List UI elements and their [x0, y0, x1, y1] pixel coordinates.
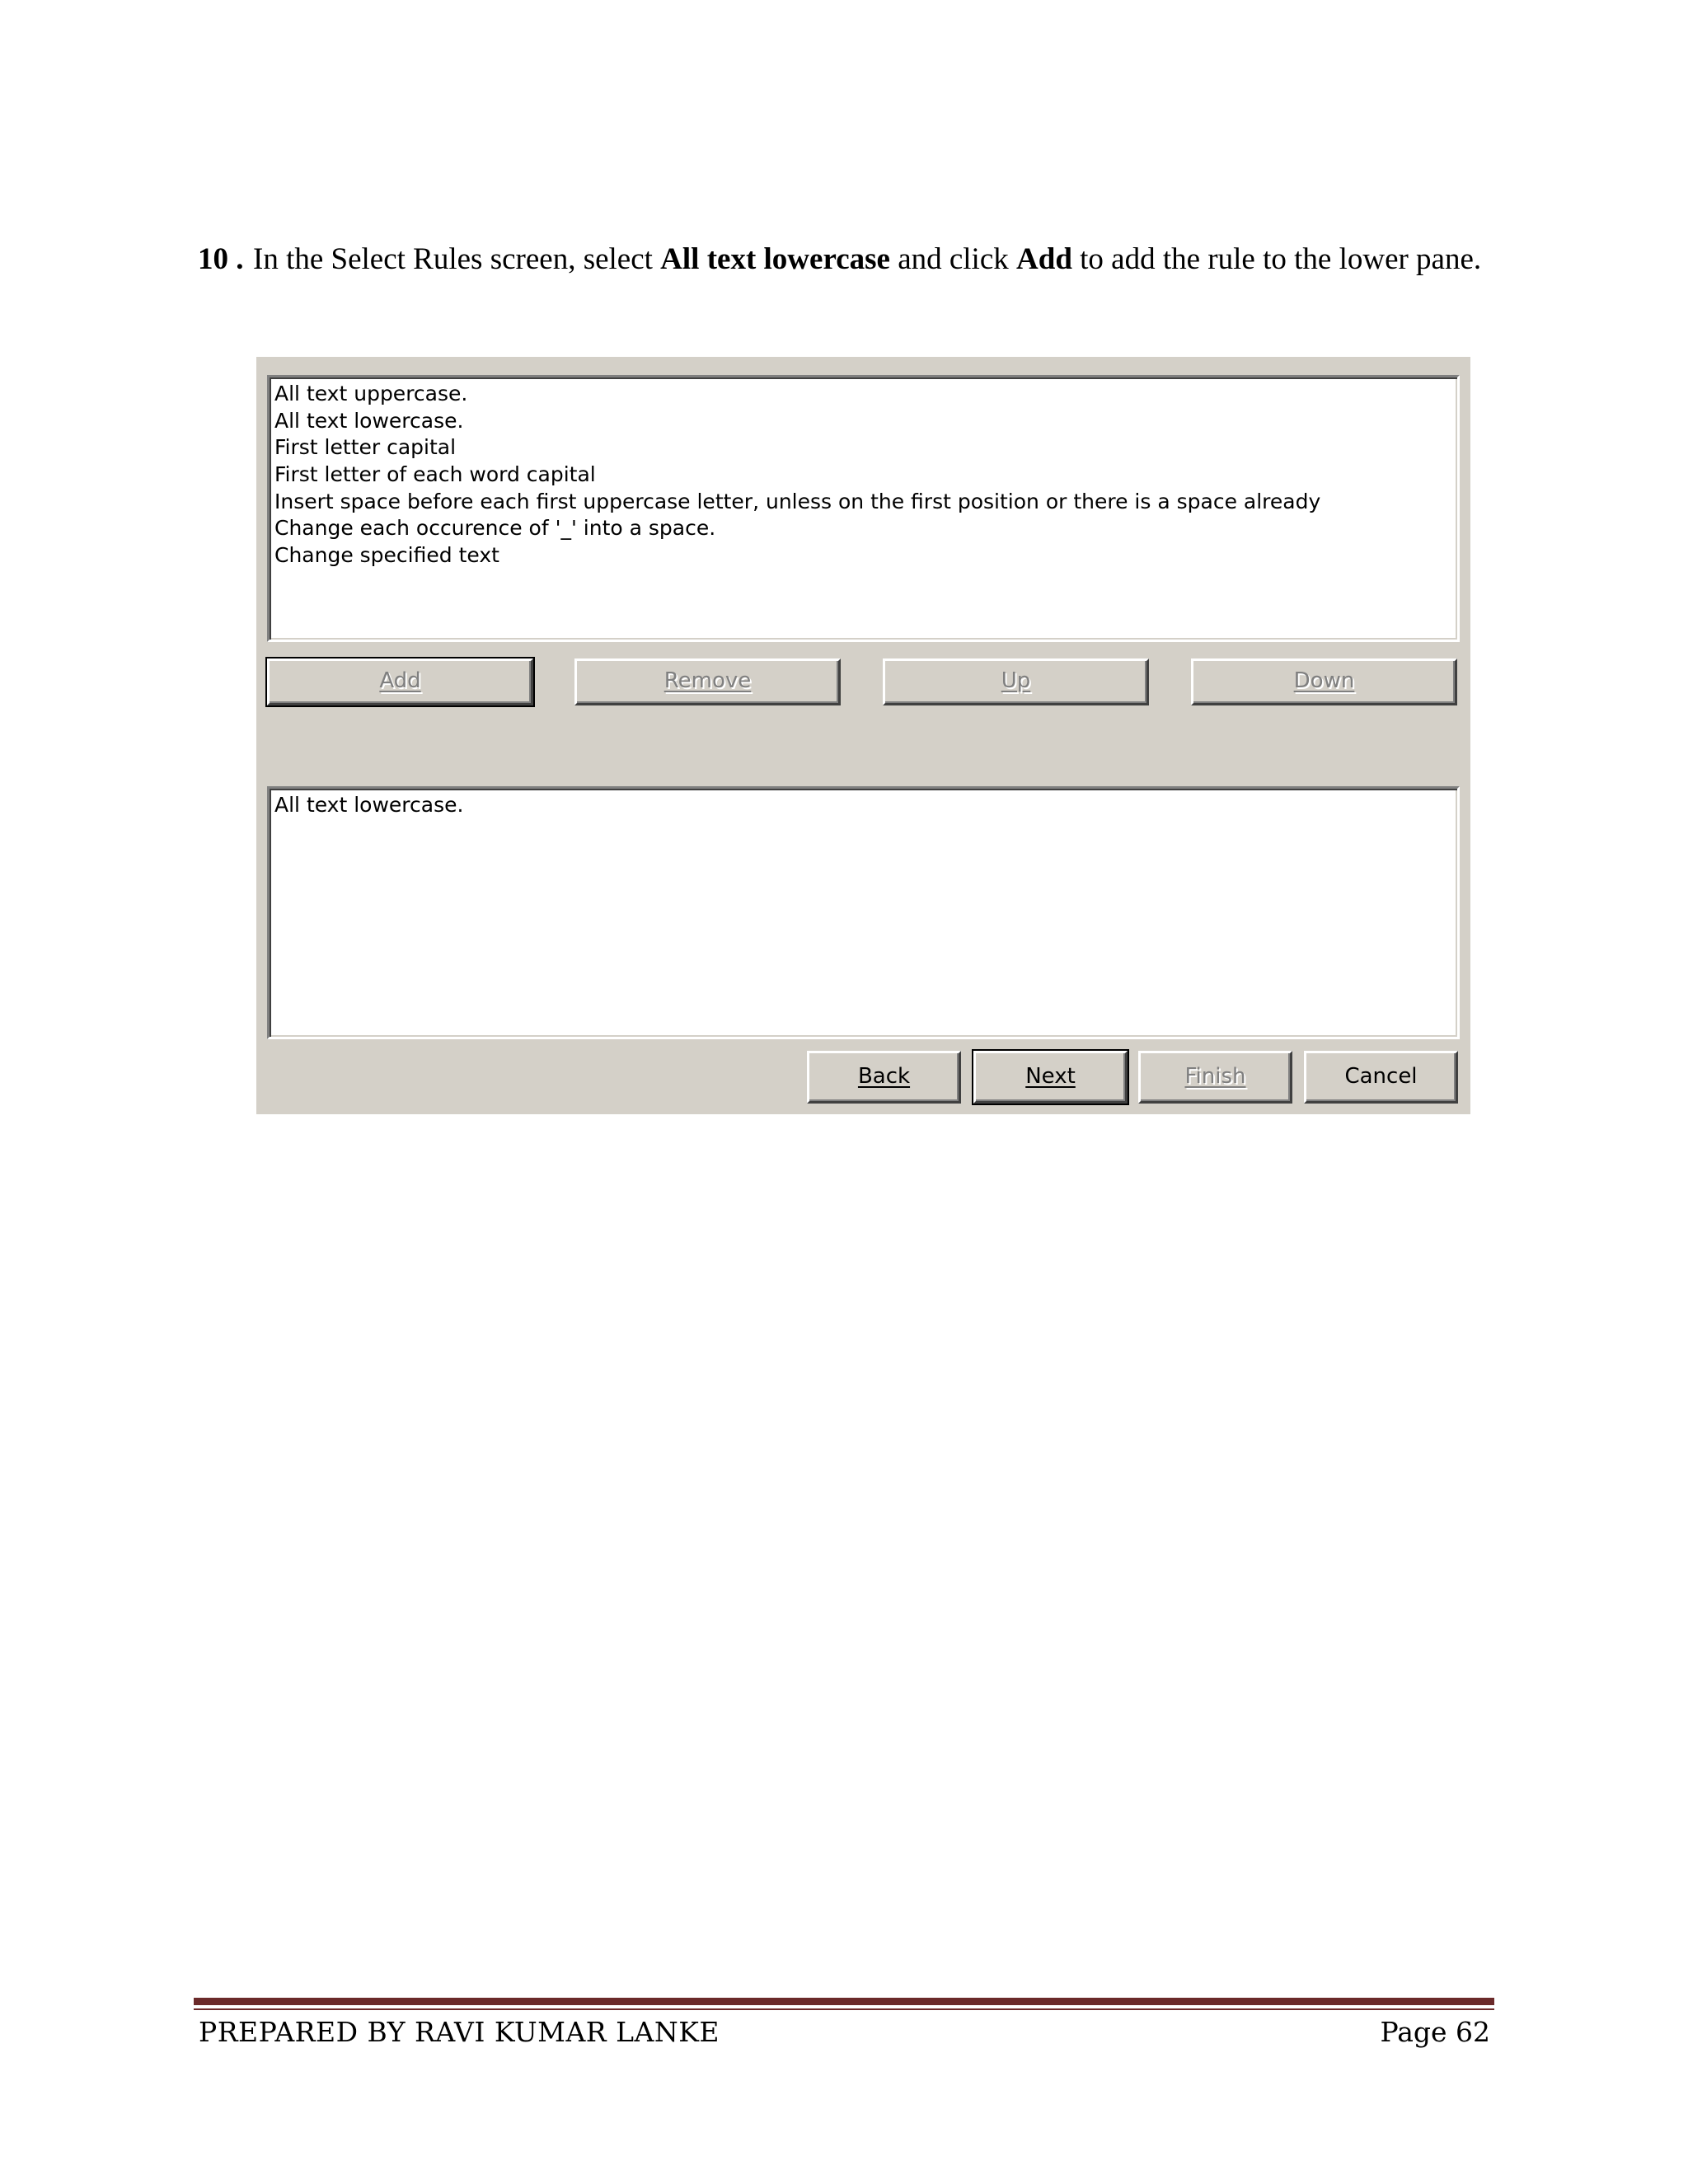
cancel-button[interactable]: [1304, 1051, 1458, 1104]
finish-button[interactable]: [1138, 1051, 1292, 1104]
step-number: 10 .: [198, 242, 244, 276]
step-text-part: to add the rule to the lower pane.: [1071, 242, 1482, 276]
list-item[interactable]: Change each occurence of '_' into a space.: [274, 516, 716, 541]
list-item[interactable]: First letter capital: [274, 435, 457, 460]
list-item[interactable]: All text uppercase.: [274, 382, 468, 405]
back-button[interactable]: [807, 1051, 961, 1104]
available-rules-list[interactable]: [267, 375, 1460, 642]
footer-rule: [194, 1998, 1494, 2005]
up-button-label: Up: [1001, 668, 1031, 693]
next-button[interactable]: [973, 1051, 1128, 1104]
step-text-part: In the Select Rules screen, select: [253, 242, 661, 276]
down-button[interactable]: [1191, 658, 1457, 705]
footer-page-number: Page 62: [1380, 2016, 1490, 2048]
step-text: [253, 241, 1522, 279]
list-item[interactable]: First letter of each word capital: [274, 462, 596, 487]
back-button-label: Back: [857, 1064, 911, 1089]
finish-button-label: Finish: [1184, 1064, 1246, 1089]
remove-button-label: Remove: [663, 668, 752, 693]
selected-rules-list[interactable]: [267, 786, 1460, 1039]
add-button-label: Add: [379, 668, 421, 693]
step-text-part: and click: [889, 242, 1017, 276]
selected-rules-items: [270, 789, 1457, 819]
add-button[interactable]: [267, 658, 533, 705]
available-rules-items: [270, 377, 1457, 569]
next-button-label: Next: [1025, 1064, 1076, 1089]
select-rules-dialog: [256, 357, 1470, 1114]
footer-rule-thin: [194, 2008, 1494, 2010]
step-bold-rule: All text lowercase: [660, 242, 890, 276]
down-button-label: Down: [1293, 668, 1355, 693]
remove-button[interactable]: [574, 658, 841, 705]
footer-prepared-by: PREPARED BY RAVI KUMAR LANKE: [199, 2016, 720, 2048]
list-item[interactable]: All text lowercase.: [274, 793, 464, 817]
up-button[interactable]: [883, 658, 1149, 705]
list-item[interactable]: Change specified text: [274, 543, 499, 568]
cancel-button-label: Cancel: [1344, 1064, 1418, 1089]
list-item[interactable]: Insert space before each first uppercase letter, unless on the first position or there is a space already: [274, 489, 1321, 513]
list-item[interactable]: All text lowercase.: [274, 408, 464, 433]
step-bold-add: Add: [1016, 242, 1072, 276]
